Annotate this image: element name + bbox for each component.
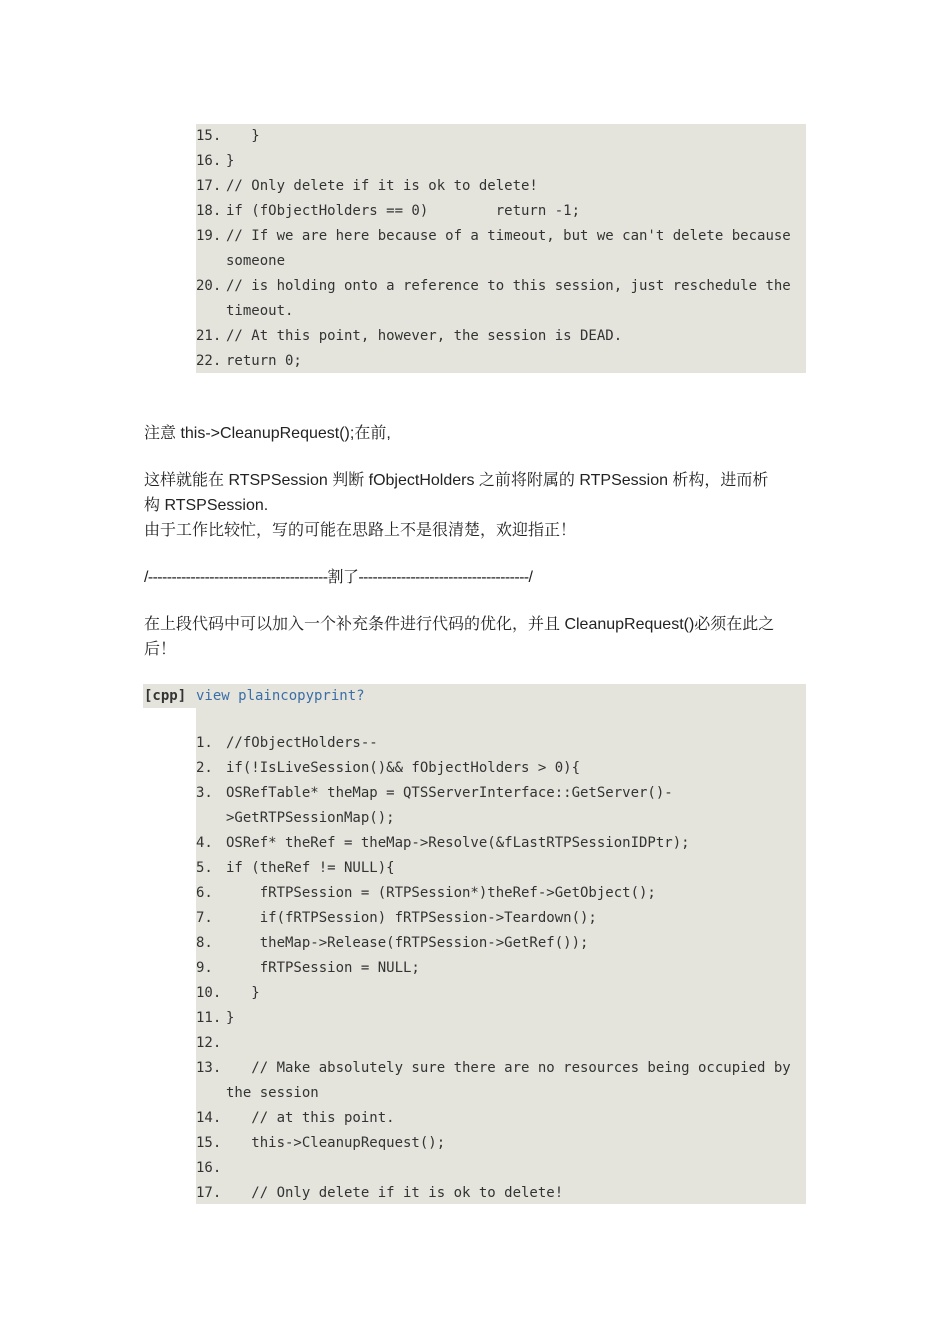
code-text: this->CleanupRequest(); — [226, 1135, 446, 1151]
line-number: 17. — [196, 1185, 222, 1201]
line-number: 5. — [196, 860, 213, 876]
code-text: return 0; — [226, 353, 302, 369]
line-number: 2. — [196, 760, 213, 776]
code-line — [196, 1056, 806, 1081]
code-text: OSRef* theRef = theMap->Resolve(&fLastRTPSessionIDPtr); — [226, 835, 690, 851]
code-line — [196, 124, 806, 149]
line-number: 8. — [196, 935, 213, 951]
code-line-continuation: >GetRTPSessionMap(); — [226, 810, 395, 826]
code-text: // Make absolutely sure there are no resources being occupied by — [226, 1060, 791, 1076]
code-text: // If we are here because of a timeout, but we can't delete because — [226, 228, 791, 244]
line-number: 17. — [196, 178, 222, 194]
code-text: // At this point, however, the session is DEAD. — [226, 328, 623, 344]
code-line — [196, 906, 806, 931]
code-text: if(!IsLiveSession()&& fObjectHolders > 0){ — [226, 760, 581, 776]
code-line — [196, 981, 806, 1006]
code-line — [196, 831, 806, 856]
code-line — [196, 1181, 806, 1206]
line-number: 4. — [196, 835, 213, 851]
optimization-line-1: 在上段代码中可以加入一个补充条件进行代码的优化，并且 CleanupRequest()必须在此之 — [144, 616, 775, 633]
line-number: 14. — [196, 1110, 222, 1126]
code-line — [196, 731, 806, 756]
code-line — [196, 199, 806, 224]
line-number: 16. — [196, 153, 222, 169]
code-line — [196, 1006, 806, 1031]
code-text: // is holding onto a reference to this session, just reschedule the — [226, 278, 791, 294]
code-line — [196, 149, 806, 174]
line-number: 19. — [196, 228, 222, 244]
code-text: fRTPSession = (RTPSession*)theRef->GetObject(); — [226, 885, 656, 901]
code-line — [196, 1106, 806, 1131]
code-text: } — [226, 985, 260, 1001]
code-block-1 — [196, 124, 806, 373]
code-line — [196, 956, 806, 981]
code-language-tag: [cpp] — [144, 688, 187, 704]
code-line — [196, 174, 806, 199]
code-text: theMap->Release(fRTPSession->GetRef()); — [226, 935, 589, 951]
code-line — [196, 349, 806, 374]
line-number: 16. — [196, 1160, 222, 1176]
code-block-2-lines — [196, 731, 806, 1203]
code-text: fRTPSession = NULL; — [226, 960, 420, 976]
line-number: 9. — [196, 960, 213, 976]
line-number: 6. — [196, 885, 213, 901]
code-line — [196, 1156, 806, 1181]
code-text: //fObjectHolders-- — [226, 735, 378, 751]
explanation-line-2: 构 RTSPSession. — [144, 497, 269, 514]
code-line-continuation: someone — [226, 253, 286, 269]
optimization-line-2: 后！ — [144, 641, 177, 658]
code-text: if(fRTPSession) fRTPSession->Teardown(); — [226, 910, 597, 926]
code-line — [196, 1031, 806, 1056]
code-line — [196, 756, 806, 781]
code-line-continuation: the session — [226, 1085, 319, 1101]
code-line — [196, 224, 806, 249]
code-text: // Only delete if it is ok to delete! — [226, 1185, 564, 1201]
line-number: 21. — [196, 328, 222, 344]
code-text: OSRefTable* theMap = QTSServerInterface::GetServer()- — [226, 785, 673, 801]
code-text: // at this point. — [226, 1110, 395, 1126]
line-number: 22. — [196, 353, 222, 369]
line-number: 20. — [196, 278, 222, 294]
explanation-line-1: 这样就能在 RTSPSession 判断 fObjectHolders 之前将附属的 RTPSession 析构，进而析 — [144, 472, 769, 489]
code-text: } — [226, 153, 235, 169]
code-line-continuation: timeout. — [226, 303, 294, 319]
line-number: 12. — [196, 1035, 222, 1051]
code-line — [196, 324, 806, 349]
code-text: } — [226, 1010, 235, 1026]
line-number: 11. — [196, 1010, 222, 1026]
line-number: 3. — [196, 785, 213, 801]
line-number: 15. — [196, 128, 222, 144]
line-number: 18. — [196, 203, 222, 219]
code-line — [196, 856, 806, 881]
line-number: 7. — [196, 910, 213, 926]
code-line — [196, 881, 806, 906]
note-paragraph: 注意 this->CleanupRequest();在前, — [144, 425, 391, 442]
line-number: 13. — [196, 1060, 222, 1076]
apology-paragraph: 由于工作比较忙，写的可能在思路上不是很清楚，欢迎指正！ — [144, 522, 577, 539]
code-line — [196, 1131, 806, 1156]
code-line — [196, 931, 806, 956]
line-number: 15. — [196, 1135, 222, 1151]
section-divider: /--------------------------------------割了------------------------------------/ — [144, 569, 533, 586]
code-text: // Only delete if it is ok to delete! — [226, 178, 538, 194]
code-line — [196, 781, 806, 806]
line-number: 10. — [196, 985, 222, 1001]
code-text: } — [226, 128, 260, 144]
line-number: 1. — [196, 735, 213, 751]
view-plain-copy-print-link[interactable]: view plaincopyprint? — [196, 688, 365, 704]
code-text: if (fObjectHolders == 0) return -1; — [226, 203, 581, 219]
code-line — [196, 274, 806, 299]
code-text: if (theRef != NULL){ — [226, 860, 395, 876]
